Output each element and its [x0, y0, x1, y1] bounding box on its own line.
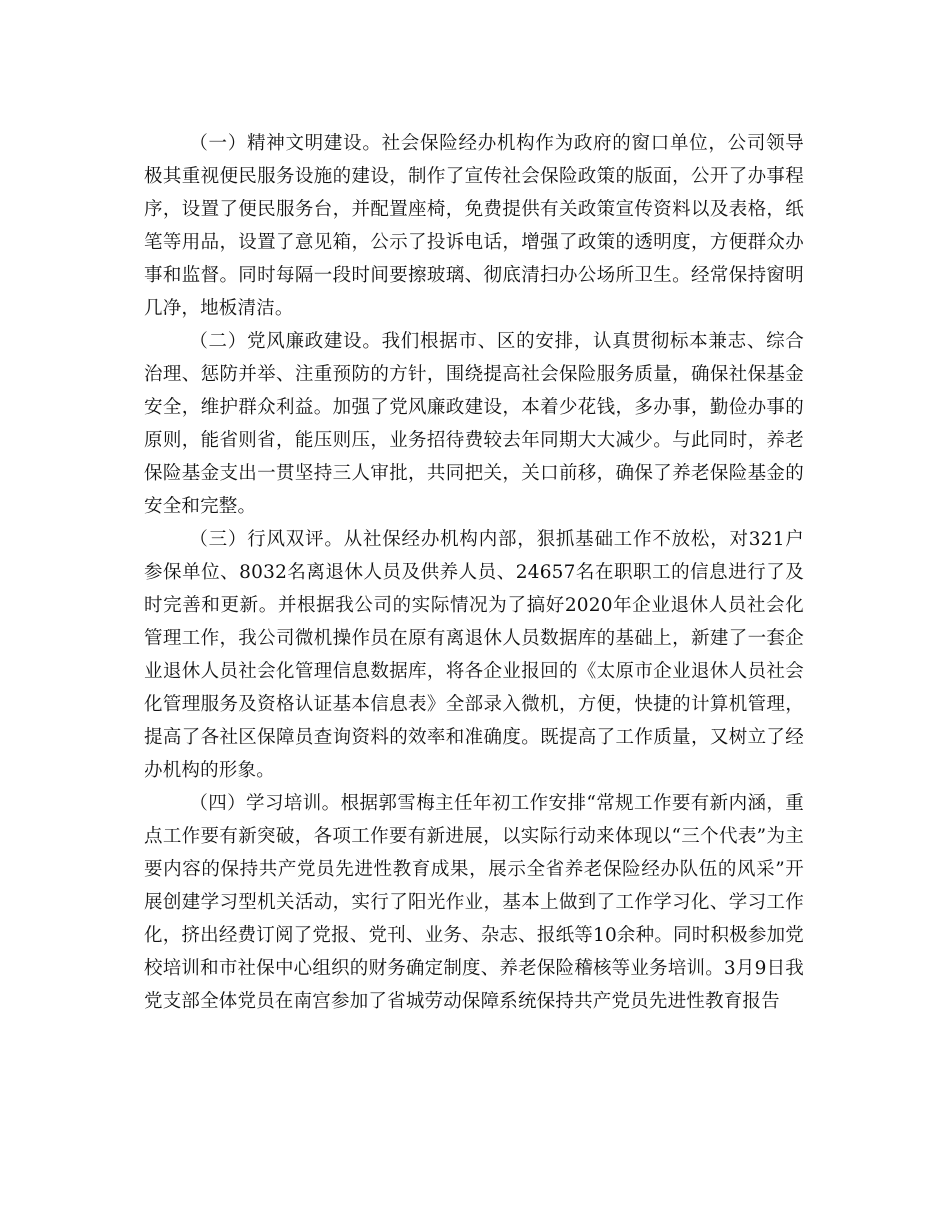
- document-body: [144, 127, 804, 1018]
- paragraph-study-training: （四）学习培训。根据郭雪梅主任年初工作安排“常规工作要有新内涵，重点工作要有新突破，各项工作要有新进展，以实际行动来体现以“三个代表”为主要内容的保持共产党员先进性教育成果，展示全省养老保险经办队伍的风采”开展创建学习型机关活动，实行了阳光作业，基本上做到了工作学习化、学习工作化，挤出经费订阅了党报、党刊、业务、杂志、报纸等10余种。同时积极参加党校培训和市社保中心组织的财务确定制度、养老保险稽核等业务培训。3月9日我党支部全体党员在南宫参加了省城劳动保障系统保持共产党员先进性教育报告: [144, 793, 804, 1012]
- paragraph-spiritual-civilization: （一）精神文明建设。社会保险经办机构作为政府的窗口单位，公司领导极其重视便民服务设施的建设，制作了宣传社会保险政策的版面，公开了办事程序，设置了便民服务台，并配置座椅，免费提供有关政策宣传资料以及表格，纸笔等用品，设置了意见箱，公示了投诉电话，增强了政策的透明度，方便群众办事和监督。同时每隔一段时间要擦玻璃、彻底清扫办公场所卫生。经常保持窗明几净，地板清洁。: [144, 133, 804, 319]
- paragraph-industry-evaluation: （三）行风双评。从社保经办机构内部，狠抓基础工作不放松，对321户参保单位、8032名离退休人员及供养人员、24657名在职职工的信息进行了及时完善和更新。并根据我公司的实际情况为了搞好2020年企业退休人员社会化管理工作，我公司微机操作员在原有离退休人员数据库的基础上，新建了一套企业退休人员社会化管理信息数据库，将各企业报回的《太原市企业退休人员社会化管理服务及资格认证基本信息表》全部录入微机，方便，快捷的计算机管理，提高了各社区保障员查询资料的效率和准确度。既提高了工作质量，又树立了经办机构的形象。: [144, 529, 804, 781]
- paragraph-party-integrity: （二）党风廉政建设。我们根据市、区的安排，认真贯彻标本兼志、综合治理、惩防并举、注重预防的方针，围绕提高社会保险服务质量，确保社保基金安全，维护群众利益。加强了党风廉政建设，本着少花钱，多办事，勤俭办事的原则，能省则省，能压则压，业务招待费较去年同期大大减少。与此同时，养老保险基金支出一贯坚持三人审批，共同把关，关口前移，确保了养老保险基金的安全和完整。: [144, 331, 804, 517]
